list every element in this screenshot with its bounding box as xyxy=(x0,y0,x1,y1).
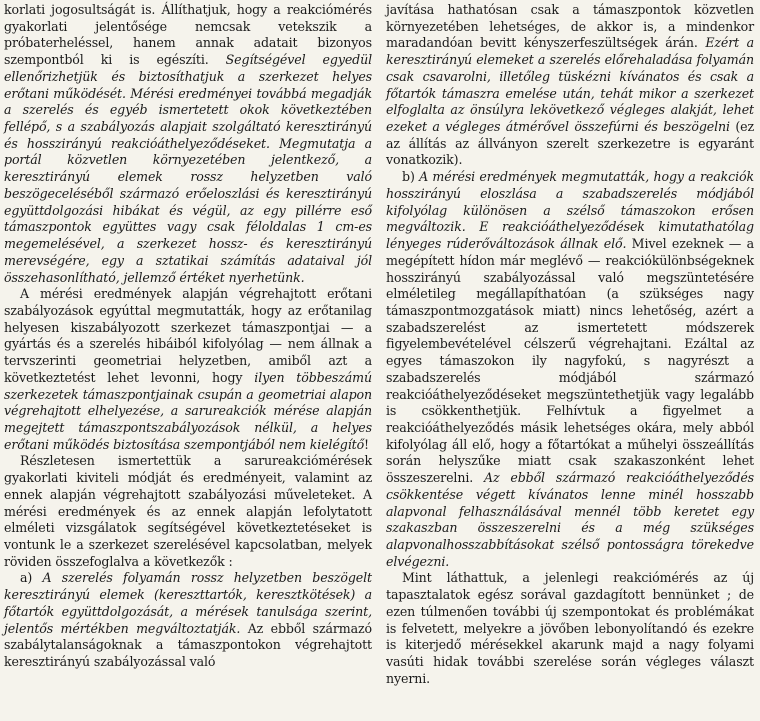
right-paragraph-2: b) A mérési eredmények megmutatták, hogy a reakciók hosszirányú eloszlása a szabadszerelés módjából kifolyólag különösen a szélső támaszokon erősen megváltozik. E reakcióáthelyeződések kimutathatólag lényeges rúderőváltozások állnak elő. Mivel ezeknek — a megépített hídon már meglévő — reakciókülönbségeknek hosszirányú szabályozással való megszüntetésére elméletileg megállapíthatóan (a szükséges nagy támaszpontmozgatások miatt) nincs lehetőség, azért a szabadszerelést az ismertetett módszerek figyelembevételével célszerű végrehajtani. Ezáltal az egyes támaszokon ily nagyfokú, s nagyrészt a szabadszerelés módjából származó reakcióáthelyeződéseket megszüntethetjük vagy legalább is csökkenthetjük. Felhívtuk a figyelmet a reakcióáthelyeződés másik lehetséges okára, mely abból kifolyólag áll elő, hogy a főtartókat a műhelyi összeállítás során helyszűke miatt csak szakaszonként lehet összeszerelni. Az ebből származó reakcióáthelyeződés csökkentése végett kívánatos lenne minél hosszabb alapvonal felhasználásával mennél több keretet egy szakaszban összeszerelni és a még szükséges alapvonalhosszabbításokat szélső pontosságra törekedve elvégezni. xyxy=(386,169,754,569)
left-paragraph-1: korlati jogosultságát is. Állíthatjuk, hogy a reakciómérés gyakorlati jelentősége nemcsak vetekszik a próbaterheléssel, hanem annak adatait bizonyos szempontból ki is egészíti. Segítségével egyedül ellenőrizhetjük és biztosíthatjuk a szerkezet helyes erőtani működését. Mérési eredményei továbbá megadják a szerelés és egyéb ismertetett okok következtében fellépő, s a szabályozás alapjait szolgáltató keresztirányú és hosszirányú reakcióáthelyeződéseket. Megmutatja a portál közvetlen környezetében jelentkező, a keresztirányú elemek rossz helyzetben való beszögeceléséből származó erőeloszlási és keresztirányú együttdolgozási hibákat és végül, az egy pillérre eső támaszpontok együttes vagy csak féloldalas 1 cm-es megemelésével, a szerkezet hossz- és keresztirányú merevségére, egy a sztatikai számítás adataival jól összehasonlítható, jellemző értéket nyerhetünk. xyxy=(4,2,372,285)
right-paragraph-1: javítása hathatósan csak a támaszpontok közvetlen környezetében lehetséges, de akkor is, a mindenkor maradandóan bevitt kényszerfeszültségek árán. Ezért a keresztirányú elemeket a szerelés előrehaladása folyamán csak csavarolni, illetőleg tüskézni kívánatos és csak a főtartók támaszra emelése után, tehát mikor a szerkezet elfoglalta az önsúlyra lekövetkező végleges alakját, lehet ezeket a végleges átmérővel összefúrni és beszögelni (ez az állítás az állványon szerelt szerkezetre is egyaránt vonatkozik). xyxy=(386,2,754,168)
left-paragraph-4: a) A szerelés folyamán rossz helyzetben beszögelt keresztirányú elemek (kereszttartók, keresztkötések) a főtartók együttdolgozását, a mérések tanulsága szerint, jelentős mértékben megváltoztatják. Az ebből származó szabálytalanságoknak a támaszpontokon végrehajtott keresztirányú szabályozással való xyxy=(4,570,372,670)
left-column xyxy=(4,2,372,721)
right-column xyxy=(386,2,754,721)
left-paragraph-2: A mérési eredmények alapján végrehajtott erőtani szabályozások egyúttal megmutatták, hogy az erőtanilag helyesen kiszabályozott szerkezet támaszpontjai — a gyártás és a szerelés hibáiból kifolyólag — nem állnak a tervszerinti geometriai helyzetben, amiből azt a következtetést lehet levonni, hogy ilyen többeszámú szerkezetek támaszpontjainak csupán a geometriai alapon végrehajtott elhelyezése, a sarureakciók mérése alapján megejtett támaszpontszabályozások nélkül, a helyes erőtani működés biztosítása szempontjából nem kielégítő! xyxy=(4,286,372,452)
right-paragraph-3: Mint láthattuk, a jelenlegi reakciómérés az új tapasztalatok egész sorával gazdagított bennünket ; de ezen túlmenően további új szempontokat és problémákat is felvetett, melyekre a jövőben lebonyolítandó és ezekre is kiterjedő mérésekkel akarunk majd a nagy folyami vasúti hidak további szerelése során végleges választ nyerni. xyxy=(386,570,754,686)
left-paragraph-3: Részletesen ismertettük a sarureakciómérések gyakorlati kiviteli módját és eredményeit, valamint az ennek alapján végrehajtott szabályozási műveleteket. A mérési eredmények és az ennek alapján lefolytatott elméleti vizsgálatok segítségével következtetéseket is vontunk le a szerkezet szerelésével kapcsolatban, melyek röviden összefoglalva a következők : xyxy=(4,453,372,569)
